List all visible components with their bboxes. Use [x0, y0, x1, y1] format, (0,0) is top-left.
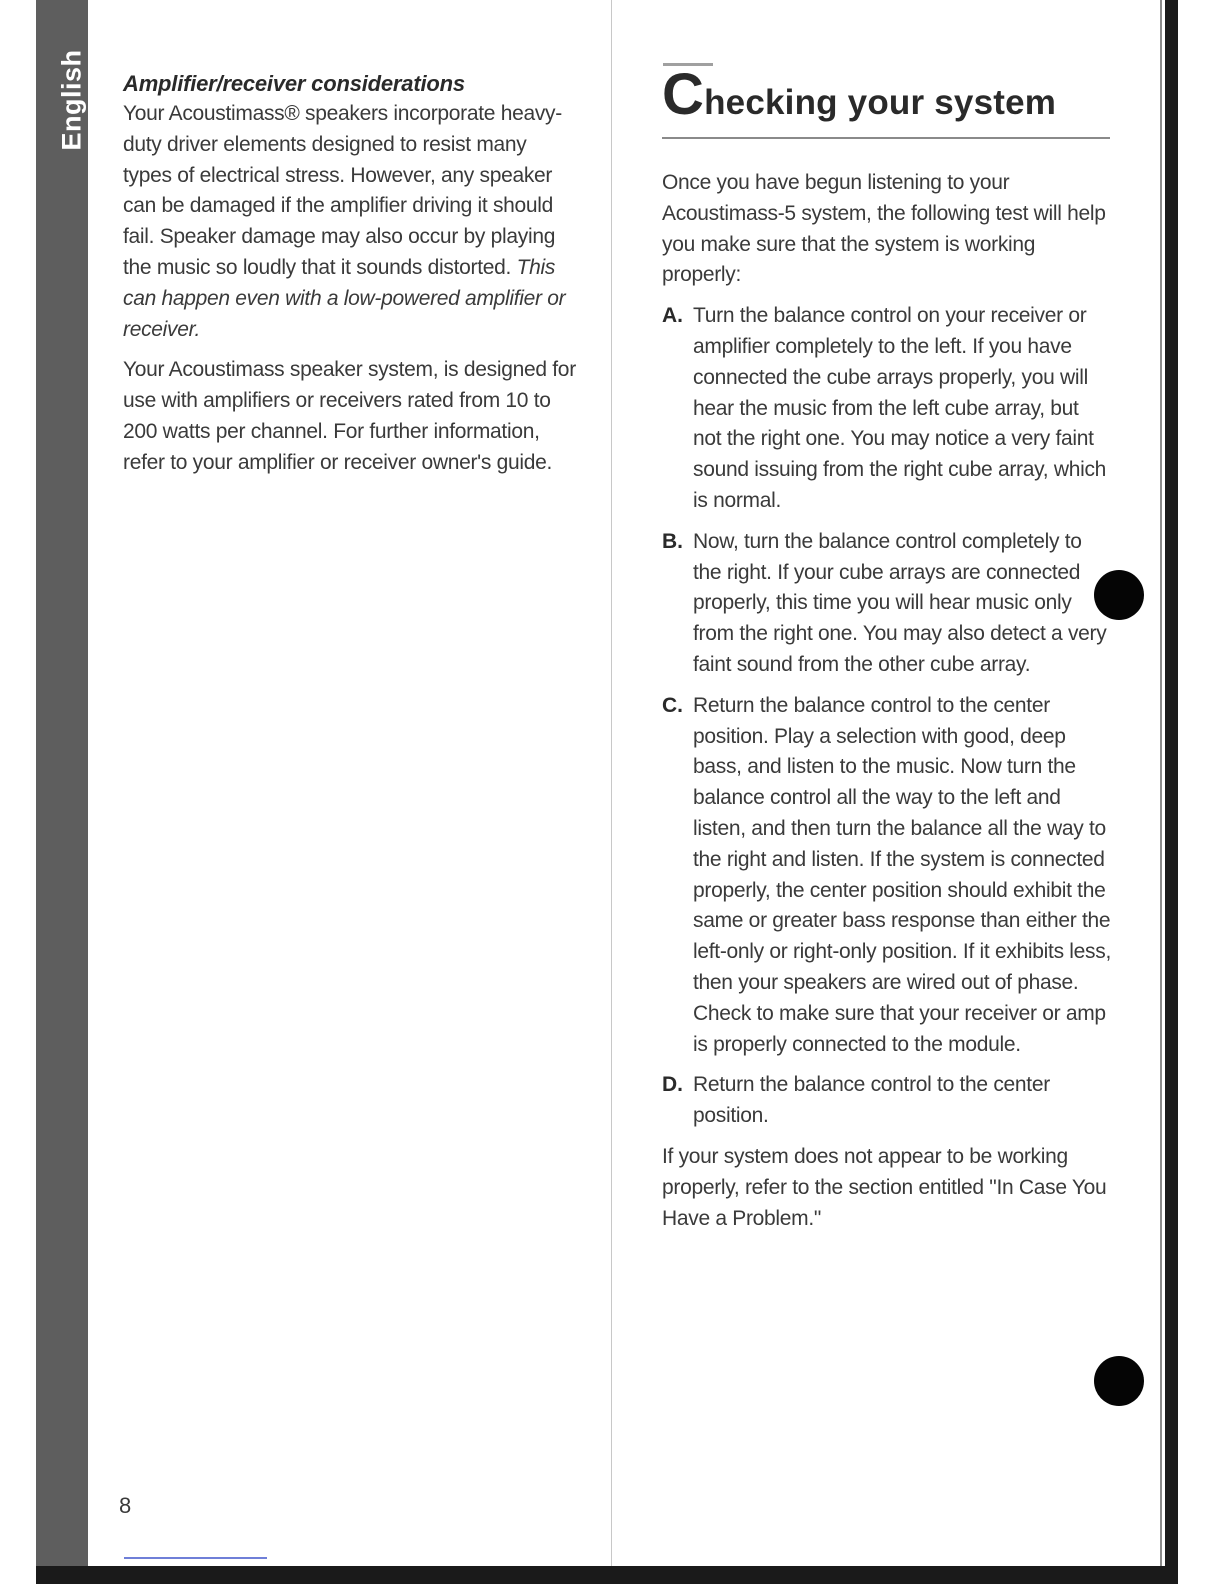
bottom-rule: [124, 1557, 267, 1559]
intro-paragraph: Once you have begun listening to your Acoustimass-5 system, the following test will help you make sure that the system is working properly:: [662, 171, 1106, 287]
page-title: [662, 62, 1057, 127]
page-number: 8: [119, 1493, 132, 1518]
language-tab-label: English: [56, 49, 87, 151]
page-fold-divider: [611, 0, 612, 1566]
amplifier-subheading: Amplifier/receiver considerations: [123, 71, 465, 96]
wattage-paragraph: Your Acoustimass speaker system, is designed for use with amplifiers or receivers rated from 10 to 200 watts per channel. For further information, refer to your amplifier or receiver owner's guide.: [123, 358, 576, 474]
step-text: Now, turn the balance control completely to the right. If your cube arrays are connected properly, this time you will hear music only from the right one. You may also detect a very faint sound from the other cube array.: [693, 529, 1107, 676]
step-item: [662, 527, 1112, 681]
amplifier-paragraph-text: Your Acoustimass® speakers incorporate heavy-duty driver elements designed to resist many types of electrical stress. However, any speaker can be damaged if the amplifier driving it should fail. Speaker damage may also occur by playing the music so loudly that it sounds distorted.: [123, 102, 562, 279]
step-letter: C.: [662, 693, 683, 717]
step-text: Return the balance control to the center position.: [693, 1073, 1050, 1128]
amplifier-considerations-section: [123, 68, 578, 479]
step-letter: D.: [662, 1073, 683, 1097]
binder-hole: [1094, 1356, 1144, 1406]
scan-right-edge: [1165, 0, 1178, 1584]
step-item: [662, 1070, 1112, 1132]
scan-edge-line: [1160, 0, 1162, 1584]
checking-system-section: [662, 168, 1112, 1234]
step-text: Return the balance control to the center position. Play a selection with good, deep bass, and listen to the music. Now turn the balance control all the way to the left and listen, and then turn the balance all the way to the right and listen. If the system is connected properly, the center position should exhibit the same or greater bass response than either the left-only or right-only position. If it exhibits less, then your speakers are wired out of phase. Check to make sure that your receiver or amp is properly connected to the module.: [693, 693, 1111, 1056]
step-item: [662, 691, 1112, 1061]
scan-bottom-edge: [36, 1566, 1178, 1584]
language-side-tab: [36, 0, 88, 1566]
closing-paragraph: If your system does not appear to be working properly, refer to the section entitled "In Case You Have a Problem.": [662, 1144, 1107, 1230]
amplifier-paragraph-italic: This can happen even with a low-powered amplifier or receiver.: [123, 255, 566, 341]
title-text: hecking your system: [704, 83, 1057, 122]
step-item: [662, 301, 1112, 517]
step-text: Turn the balance control on your receiver or amplifier completely to the left. If you have connected the cube arrays properly, you will hear the music from the left cube array, but not the right one. You may notice a very faint sound issuing from the right cube array, which is normal.: [693, 304, 1107, 512]
amplifier-paragraph: [123, 99, 578, 345]
step-letter: B.: [662, 529, 683, 553]
title-drop-letter: C: [662, 62, 705, 127]
heading-underline: [662, 137, 1110, 139]
step-letter: A.: [662, 304, 683, 328]
page-left-margin: [0, 0, 36, 1584]
